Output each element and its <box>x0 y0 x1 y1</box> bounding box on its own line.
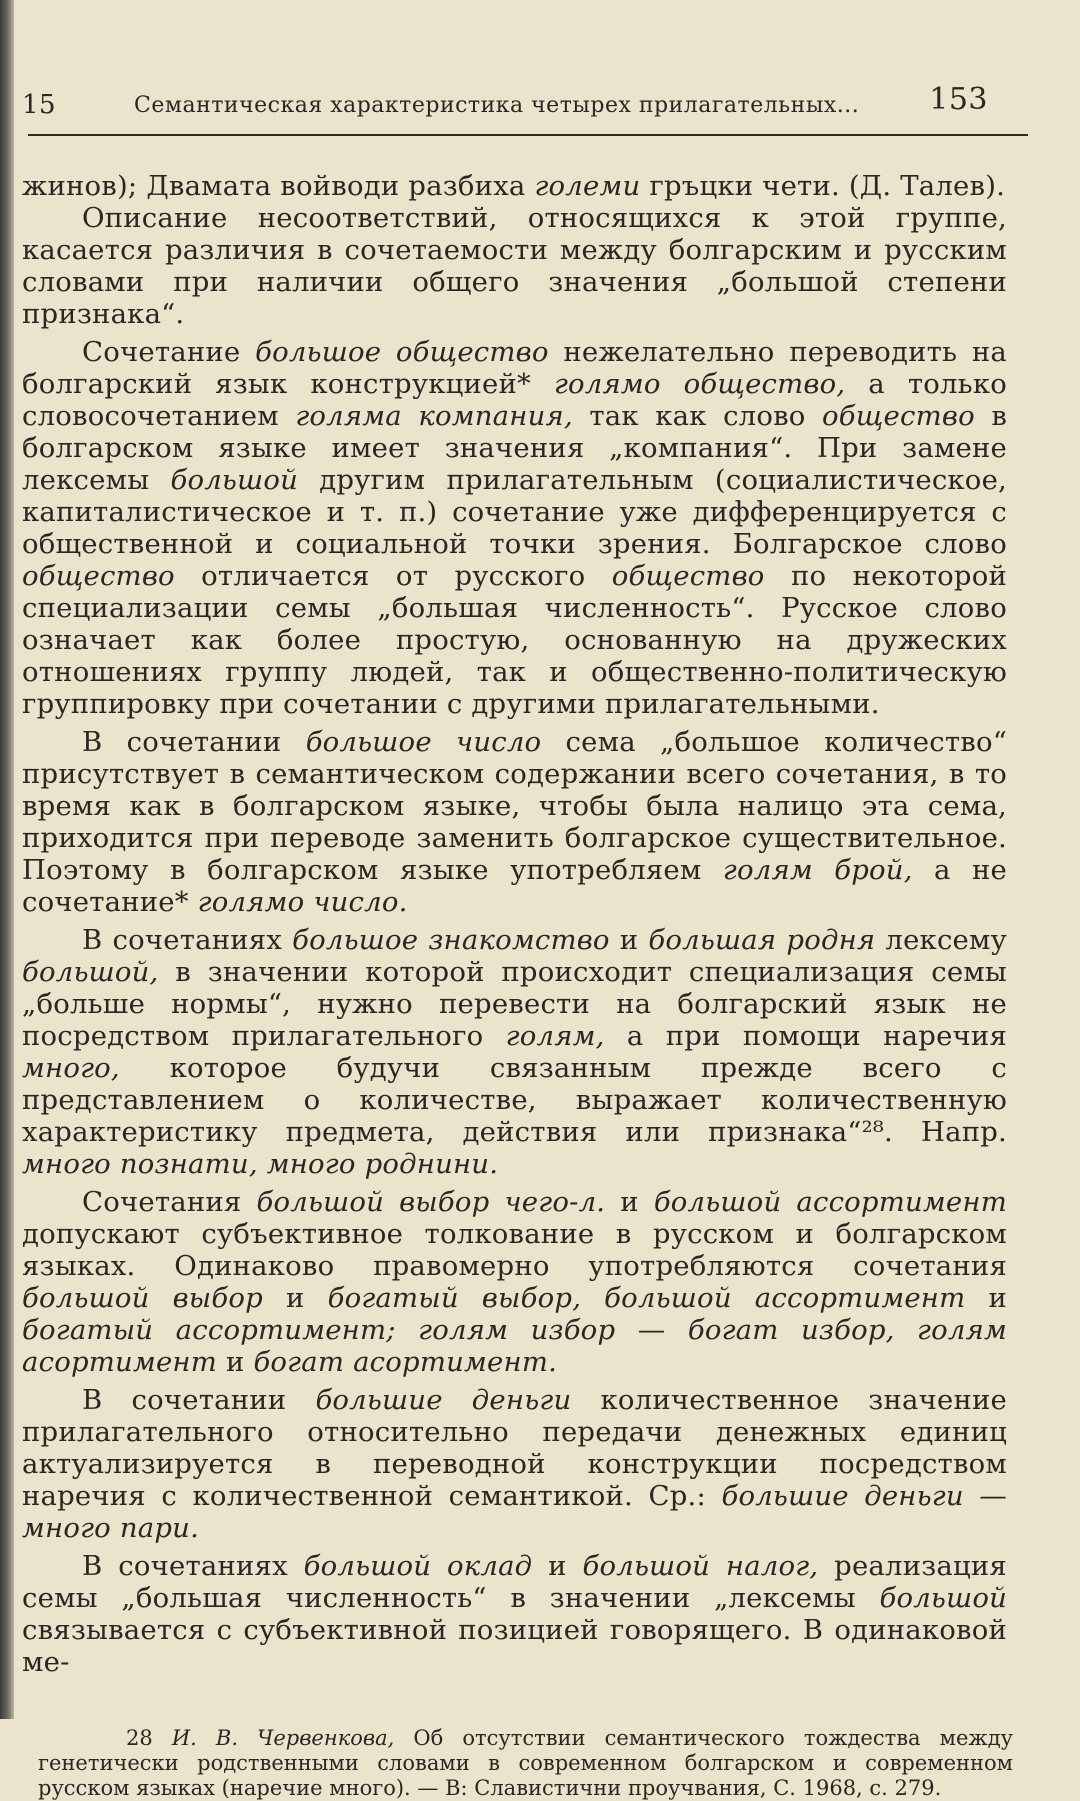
footnote <box>38 1726 1013 1801</box>
text-run: другим прилагательным (социалистическое, капиталистическое и т. п.) сочетание уже дифференцируется с общественной и социальной точки зрения. Болгарское слово <box>22 464 1007 560</box>
text-run: В сочетаниях <box>82 924 293 956</box>
text-run: по некоторой специализации семы „большая численность“. Русское слово означает как более простую, основанную на дружеских отношениях группу людей, так и общественно-политическую группировку при сочетании с другими прилагательными. <box>22 560 1008 720</box>
body-text <box>22 170 1007 1678</box>
text-run: связывается с субъективной позицией говорящего. В одинаковой ме- <box>22 1614 1007 1678</box>
italic-term: голям, <box>505 1020 605 1052</box>
italic-term: голямо общество, <box>553 368 846 400</box>
text-run: в болгарском языке имеет значения „компания“. При замене лексемы <box>22 400 1008 496</box>
text-run: отличается от русского <box>174 560 612 592</box>
italic-term: голяма компания, <box>295 400 573 432</box>
text-run: количественное значение прилагательного относительно передачи денежных единиц актуализируется в переводной конструкции посредством наречия с количественной семантикой. Ср.: <box>22 1384 1007 1512</box>
text-run: и <box>609 924 649 956</box>
page-number: 153 <box>929 82 988 117</box>
italic-term: богатый выбор, большой ассортимент <box>327 1282 966 1314</box>
italic-term: большие деньги — много пари. <box>22 1480 1007 1544</box>
text-run: гръцки чети. (Д. Талев). <box>640 170 1006 202</box>
text-run: а не сочетание* <box>22 854 1007 918</box>
text-run: Об отсутствии семантического тождества между генетически родственными словами в современном болгарском и современном русском языках (наречие много). — В: Славистични проучвания, С. 1968, с. 279. <box>38 1726 1013 1800</box>
italic-term: много познати, много роднини. <box>22 1148 499 1180</box>
text-run: и <box>217 1346 254 1378</box>
text-run: жинов); Двамата войводи разбиха <box>22 170 535 202</box>
text-run: и <box>262 1282 328 1314</box>
italic-term: общество <box>611 560 765 592</box>
text-run: Сочетания <box>82 1186 257 1218</box>
text-run: В сочетании <box>82 1384 316 1416</box>
book-page <box>22 76 1052 1801</box>
italic-term: много, <box>22 1052 120 1084</box>
text-run: а при помощи наречия <box>604 1020 1008 1052</box>
chapter-number: 15 <box>22 90 57 120</box>
italic-term: большой ассортимент <box>653 1186 1007 1218</box>
italic-term: большое знакомство <box>292 924 610 956</box>
paragraph <box>22 924 1007 1180</box>
text-run: и <box>605 1186 654 1218</box>
italic-term: большое число <box>305 726 542 758</box>
text-run: которое будучи связанным прежде всего с представлением о количестве, выражает количественную характеристику предмета, действия или признака“²⁸. Напр. <box>22 1052 1007 1148</box>
text-run: реализация семы „большая численность“ в значении „лексемы <box>22 1550 1007 1614</box>
italic-term: большое общество <box>255 336 549 368</box>
paragraph <box>22 1550 1007 1678</box>
footnote-number: 28 <box>126 1726 153 1750</box>
text-run: допускают субъективное толкование в русском и болгарском языках. Одинаково правомерно употребляются сочетания <box>22 1218 1007 1282</box>
text-run: так как слово <box>572 400 823 432</box>
italic-term: большой выбор чего-л. <box>256 1186 606 1218</box>
text-run: Сочетание <box>82 336 256 368</box>
text-run: Описание несоответствий, относящихся к этой группе, касается различия в сочетаемости между болгарским и русским словами при наличии общего значения „большой степени признака“. <box>22 202 1007 330</box>
italic-term: богат асортимент. <box>253 1346 558 1378</box>
italic-term: голямо число. <box>197 886 408 918</box>
paragraph <box>22 202 1007 330</box>
footnote-text <box>38 1726 1013 1800</box>
italic-term: большой оклад <box>303 1550 533 1582</box>
italic-term: голям брой, <box>722 854 913 886</box>
running-head <box>22 76 1052 120</box>
text-run: сема „большое количество“ присутствует в семантическом содержании всего сочетания, в то время как в болгарском языке, чтобы была налицо эта сема, приходится при переводе заменить болгарское существительное. Поэтому в болгарском языке употребляем <box>22 726 1007 886</box>
header-rule <box>28 134 1028 136</box>
book-binding-edge <box>0 0 14 1719</box>
text-run: и <box>965 1282 1007 1314</box>
text-run: В сочетаниях <box>82 1550 304 1582</box>
running-title: Семантическая характеристика четырех прилагательных... <box>134 93 860 118</box>
italic-term: большой <box>170 464 299 496</box>
italic-term: большой <box>879 1582 1007 1614</box>
paragraph <box>22 1384 1007 1544</box>
text-run: а только словосочетанием <box>22 368 1007 432</box>
italic-term: большой налог, <box>582 1550 819 1582</box>
italic-term: большие деньги <box>315 1384 572 1416</box>
italic-term: общество <box>822 400 975 432</box>
italic-term: большая родня <box>648 924 876 956</box>
text-run: в значении которой происходит специализация семы „больше нормы“, нужно перевести на болгарский язык не посредством прилагательного <box>22 956 1007 1052</box>
text-run: и <box>532 1550 583 1582</box>
italic-term: большой, <box>22 956 159 988</box>
italic-term: общество <box>22 560 175 592</box>
italic-term: голeми <box>534 170 641 202</box>
text-run: лексему <box>875 924 1007 956</box>
italic-term: большой выбор <box>22 1282 263 1314</box>
paragraph <box>22 336 1007 720</box>
paragraph <box>22 726 1007 918</box>
paragraph <box>22 1186 1007 1378</box>
paragraph <box>22 170 1007 202</box>
italic-term: И. В. Червенкова, <box>171 1726 395 1750</box>
text-run: нежелательно переводить на болгарский язык конструкцией* <box>22 336 1008 400</box>
italic-term: богатый ассортимент; голям избор — богат избор, голям асортимент <box>22 1314 1007 1378</box>
text-run: В сочетании <box>82 726 306 758</box>
